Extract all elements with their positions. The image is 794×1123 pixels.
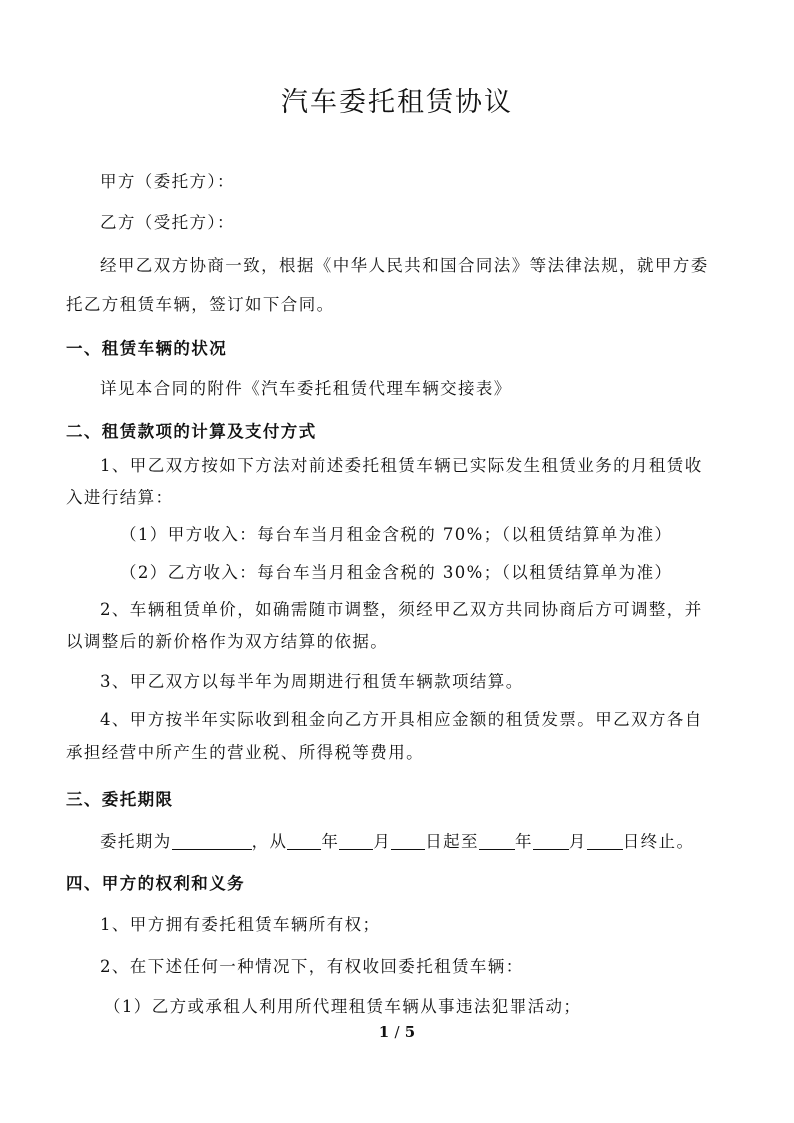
section-4-item-2: 2、在下述任何一种情况下，有权收回委托租赁车辆： [100,957,524,976]
start-year-blank[interactable] [287,831,321,850]
page-number [0,1023,794,1041]
section-2-item-4-line-1: 4、甲方按半年实际收到租金向乙方开具相应金额的租赁发票。甲乙双方各自 [100,710,703,729]
section-2-item-3: 3、甲乙双方以每半年为周期进行租赁车辆款项结算。 [100,672,524,691]
section-2-item-1b: （2）乙方收入：每台车当月租金含税的 30%；（以租赁结算单为准） [120,563,673,582]
section-4-item-1: 1、甲方拥有委托租赁车辆所有权； [100,915,381,934]
section-4-heading: 四、甲方的权利和义务 [66,874,245,893]
start-day-blank[interactable] [391,831,425,850]
start-year-label: 年 [321,832,340,851]
section-2-item-2-line-1: 2、车辆租赁单价，如确需随市调整，须经甲乙双方共同协商后方可调整，并 [100,600,703,619]
end-month-blank[interactable] [533,831,569,850]
section-4-item-2a: （1）乙方或承租人利用所代理租赁车辆从事违法犯罪活动； [104,997,582,1016]
section-3-heading: 三、委托期限 [66,790,174,809]
section-2-item-1a: （1）甲方收入：每台车当月租金含税的 70%；（以租赁结算单为准） [120,525,673,544]
section-2-item-1-line-1: 1、甲乙双方按如下方法对前述委托租赁车辆已实际发生租赁业务的月租赁收 [100,456,703,475]
page-separator: / [394,1023,400,1041]
term-from-label: ，从 [251,832,288,851]
section-2-heading: 二、租赁款项的计算及支付方式 [66,422,317,441]
end-day-blank[interactable] [587,831,623,850]
end-day-label: 日终止。 [622,832,695,851]
section-2-item-4-line-2: 承担经营中所产生的营业税、所得税等费用。 [66,743,424,762]
party-b-line: 乙方（受托方）： [100,213,235,232]
term-label: 委托期为 [100,832,172,851]
section-2-item-2-line-2: 以调整后的新价格作为双方结算的依据。 [66,632,389,651]
document-title: 汽车委托租赁协议 [281,87,513,118]
term-duration-blank[interactable] [172,831,252,850]
end-year-blank[interactable] [479,831,515,850]
end-month-label: 月 [568,832,587,851]
party-a-line: 甲方（委托方）： [100,172,235,191]
start-month-label: 月 [373,832,392,851]
page-current: 1 [378,1023,390,1041]
section-1-heading: 一、租赁车辆的状况 [66,339,228,358]
start-month-blank[interactable] [339,831,373,850]
end-year-label: 年 [514,832,533,851]
page-total: 5 [404,1023,416,1041]
section-2-item-1-line-2: 入进行结算： [66,488,174,507]
section-1-text: 详见本合同的附件《汽车委托租赁代理车辆交接表》 [100,379,512,398]
preamble-line-2: 托乙方租赁车辆，签订如下合同。 [66,295,335,314]
preamble-line-1: 经甲乙双方协商一致，根据《中华人民共和国合同法》等法律法规，就甲方委 [100,256,709,275]
start-day-label: 日起至 [425,832,479,851]
term-line [100,830,694,854]
